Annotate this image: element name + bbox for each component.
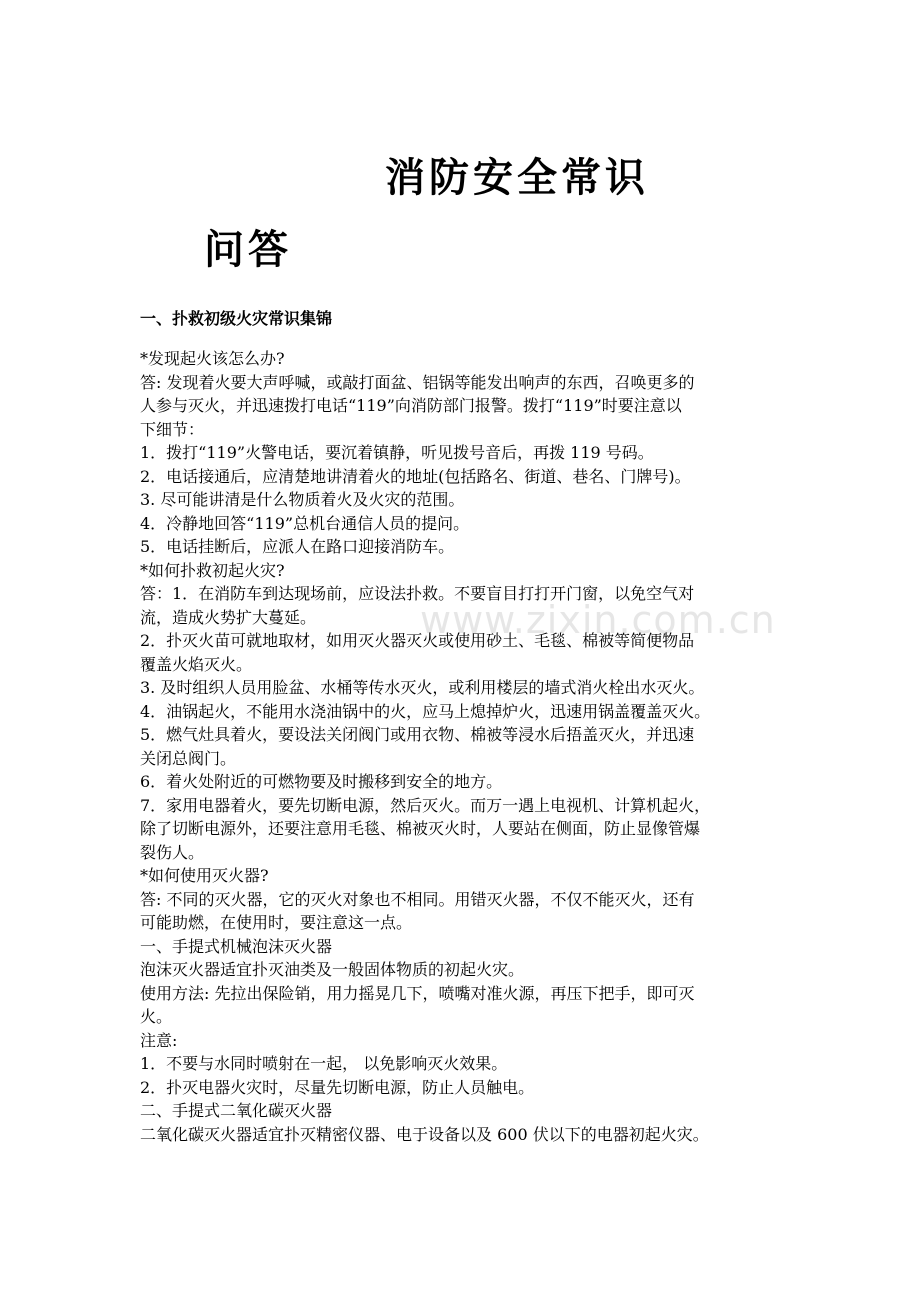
text-line: 2．扑灭电器火灾时，尽量先切断电源，防止人员触电。	[140, 1077, 535, 1097]
document-title-line-1: 消防安全常识	[385, 155, 649, 201]
text-line: 1．拨打“119”火警电话，要沉着镇静，听见拨号音后，再拨 119 号码。	[140, 443, 654, 462]
text-line: 注意:	[140, 1030, 178, 1050]
text-line: 6．着火处附近的可燃物要及时搬移到安全的地方。	[140, 772, 503, 791]
text-line: 一、手提式机械泡沫灭火器	[140, 936, 333, 956]
text-line: 人参与灭火，并迅速拨打电话“119”向消防部门报警。拨打“119”时要注意以	[140, 396, 682, 415]
text-line: 3. 及时组织人员用脸盆、水桶等传水灭火，或利用楼层的墙式消火栓出水灭火。	[140, 678, 705, 697]
text-line: 使用方法: 先拉出保险销，用力摇晃几下，喷嘴对准火源，再压下把手，即可灭	[140, 983, 695, 1003]
text-line: 可能助燃，在使用时，要注意这一点。	[140, 913, 413, 932]
text-line: 泡沫灭火器适宜扑灭油类及一般固体物质的初起火灾。	[140, 960, 525, 979]
text-line: 覆盖火焰灭火。	[140, 654, 253, 674]
section-heading: 一、扑救初级火灾常识集锦	[140, 309, 333, 328]
text-line: 7．家用电器着火，要先切断电源，然后灭火。而万一遇上电视机、计算机起火，	[140, 795, 711, 815]
text-line: 火。	[140, 1007, 173, 1026]
text-line: 2．扑灭火苗可就地取材，如用灭火器灭火或使用砂土、毛毯、棉被等简便物品	[140, 631, 695, 650]
text-line: 3. 尽可能讲清是什么物质着火及火灾的范围。	[140, 490, 465, 509]
text-line: 二、手提式二氧化碳灭火器	[140, 1101, 333, 1120]
text-line: 流，造成火势扩大蔓延。	[140, 607, 317, 627]
watermark: www.zixin.com.cn	[420, 598, 776, 642]
text-line: *如何使用灭火器?	[140, 866, 269, 885]
text-line: 关闭总阀门。	[140, 748, 237, 768]
text-line: 答: 发现着火要大声呼喊，或敲打面盆、铝锅等能发出响声的东西，召唤更多的	[140, 372, 695, 392]
text-line: 答: 不同的灭火器，它的灭火对象也不相同。用错灭火器，不仅不能灭火，还有	[140, 889, 695, 909]
text-line: 下细节：	[140, 419, 205, 439]
text-line: 4．油锅起火，不能用水浇油锅中的火，应马上熄掉炉火，迅速用锅盖覆盖灭火。	[140, 701, 711, 721]
text-line: 裂伤人。	[140, 842, 205, 862]
document-title-line-2: 问答	[204, 227, 292, 273]
text-line: 1．不要与水同时喷射在一起， 以免影响灭火效果。	[140, 1054, 508, 1073]
text-line: *发现起火该怎么办?	[140, 349, 285, 368]
text-line: 2．电话接通后，应清楚地讲清着火的地址(包括路名、街道、巷名、门牌号)。	[140, 466, 691, 486]
text-line: 5．燃气灶具着火，要设法关闭阀门或用衣物、棉被等浸水后捂盖灭火，并迅速	[140, 725, 695, 744]
text-line: 除了切断电源外，还要注意用毛毯、棉被灭火时，人要站在侧面，防止显像管爆	[140, 819, 701, 838]
body-text	[140, 347, 790, 1146]
text-line: 二氧化碳灭火器适宜扑灭精密仪器、电于设备以及 600 伏以下的电器初起火灾。	[140, 1124, 709, 1144]
text-line: *如何扑救初起火灾?	[140, 560, 285, 580]
text-line: 5．电话挂断后，应派人在路口迎接消防车。	[140, 537, 455, 556]
text-line: 答：1．在消防车到达现场前，应设法扑救。不要盲目打打开门窗，以免空气对	[140, 584, 695, 603]
text-line: 4．冷静地回答“119”总机台通信人员的提问。	[140, 513, 470, 533]
